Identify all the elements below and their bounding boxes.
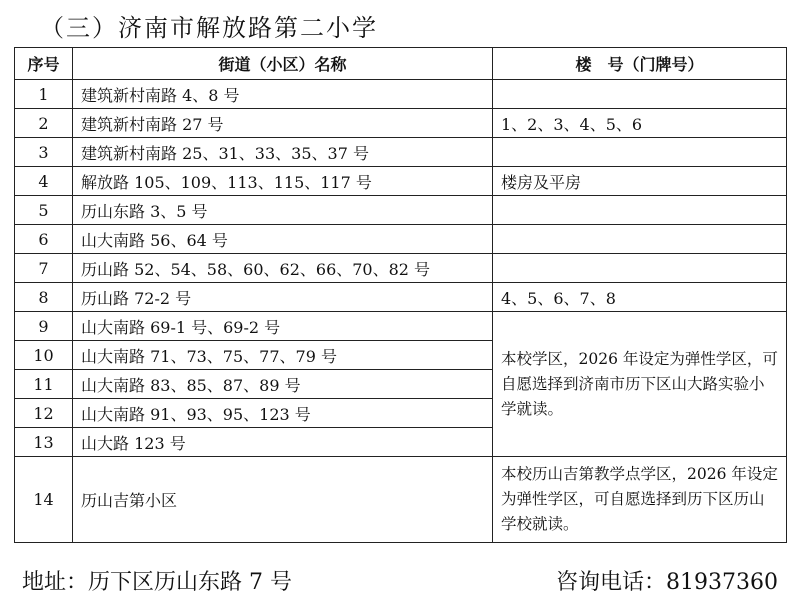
table-row [15, 225, 787, 254]
page-title: （三）济南市解放路第二小学 [40, 14, 378, 42]
row-street: 建筑新村南路 27 号 [73, 109, 493, 138]
phone-text: 咨询电话：81937360 [556, 570, 778, 595]
row-street: 建筑新村南路 25、31、33、35、37 号 [73, 138, 493, 167]
row-building: 4、5、6、7、8 [493, 283, 787, 312]
table-row [15, 167, 787, 196]
table-row [15, 312, 787, 341]
row-street: 解放路 105、109、113、115、117 号 [73, 167, 493, 196]
row-no: 10 [15, 341, 73, 370]
row-building-note: 本校学区，2026 年设定为弹性学区，可自愿选择到济南市历下区山大路实验小学就读。 [493, 312, 787, 457]
row-no: 9 [15, 312, 73, 341]
row-street: 历山东路 3、5 号 [73, 196, 493, 225]
school-district-table [14, 47, 787, 543]
row-street: 山大南路 71、73、75、77、79 号 [73, 341, 493, 370]
row-building: 楼房及平房 [493, 167, 787, 196]
table-row [15, 80, 787, 109]
row-no: 6 [15, 225, 73, 254]
row-building [493, 80, 787, 109]
row-no: 2 [15, 109, 73, 138]
row-no: 8 [15, 283, 73, 312]
header-no: 序号 [15, 48, 73, 80]
row-building-note: 本校历山吉第教学点学区，2026 年设定为弹性学区，可自愿选择到历下区历山学校就读。 [493, 457, 787, 543]
row-no: 14 [15, 457, 73, 543]
row-no: 3 [15, 138, 73, 167]
row-building [493, 225, 787, 254]
row-street: 山大南路 69-1 号、69-2 号 [73, 312, 493, 341]
row-street: 历山路 52、54、58、60、62、66、70、82 号 [73, 254, 493, 283]
table-row [15, 283, 787, 312]
row-no: 4 [15, 167, 73, 196]
table-row [15, 254, 787, 283]
row-no: 13 [15, 428, 73, 457]
row-street: 山大南路 83、85、87、89 号 [73, 370, 493, 399]
row-street: 山大南路 91、93、95、123 号 [73, 399, 493, 428]
row-building: 1、2、3、4、5、6 [493, 109, 787, 138]
row-street: 山大路 123 号 [73, 428, 493, 457]
header-building: 楼 号（门牌号） [493, 48, 787, 80]
row-building [493, 254, 787, 283]
row-street: 建筑新村南路 4、8 号 [73, 80, 493, 109]
row-no: 1 [15, 80, 73, 109]
row-no: 11 [15, 370, 73, 399]
table-header-row [15, 48, 787, 80]
table-row [15, 109, 787, 138]
row-street: 历山吉第小区 [73, 457, 493, 543]
table-row [15, 196, 787, 225]
row-no: 12 [15, 399, 73, 428]
table-row [15, 138, 787, 167]
row-no: 7 [15, 254, 73, 283]
row-building [493, 138, 787, 167]
row-street: 历山路 72-2 号 [73, 283, 493, 312]
row-building [493, 196, 787, 225]
row-street: 山大南路 56、64 号 [73, 225, 493, 254]
header-street: 街道（小区）名称 [73, 48, 493, 80]
table-row [15, 457, 787, 543]
row-no: 5 [15, 196, 73, 225]
address-text: 地址：历下区历山东路 7 号 [22, 570, 292, 595]
